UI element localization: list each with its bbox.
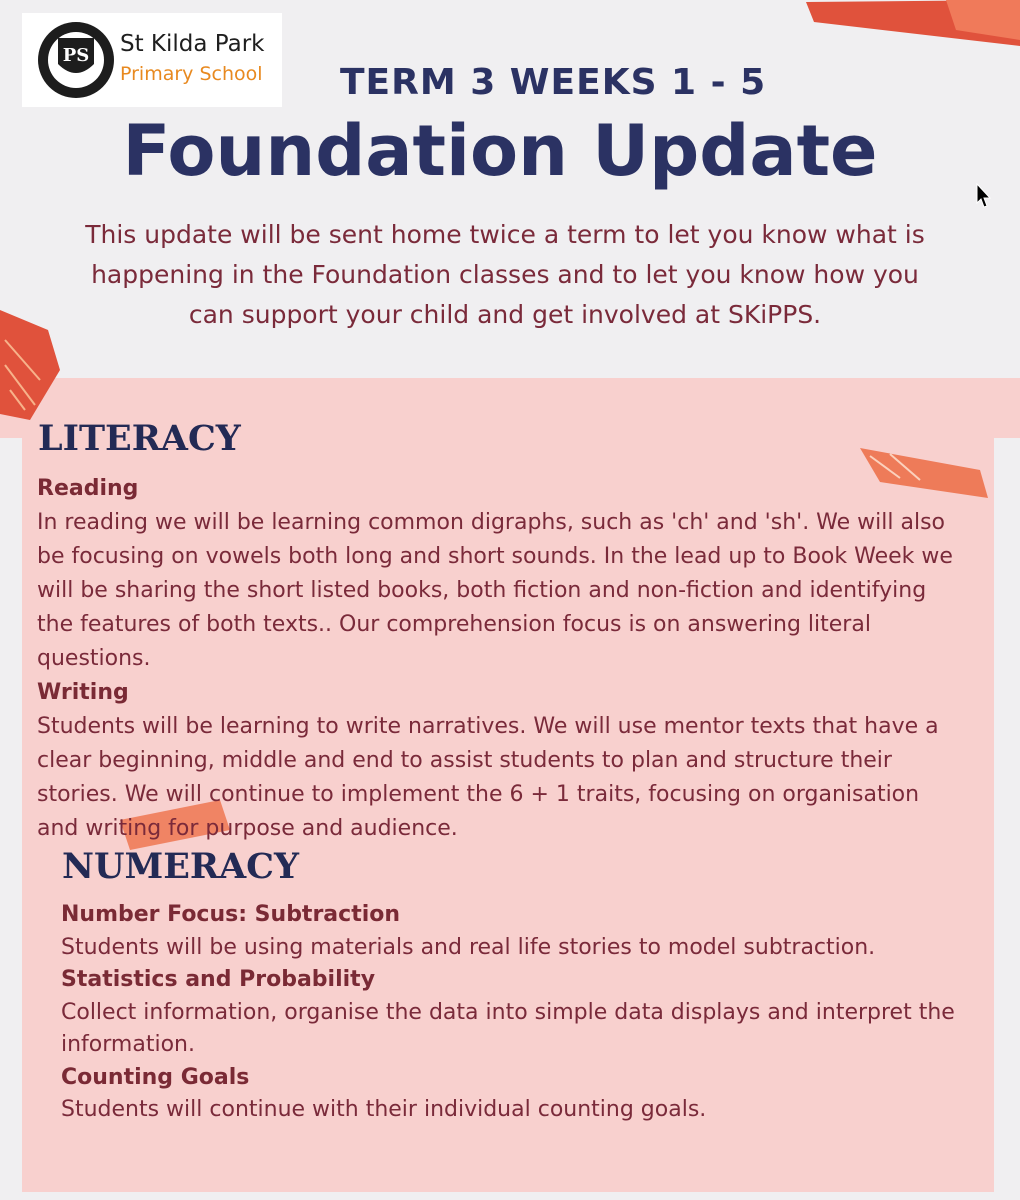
crest-monogram: PS [62,45,90,66]
term-label: TERM 3 WEEKS 1 - 5 [340,62,767,103]
number-focus-subheading: Number Focus: Subtraction [61,902,401,927]
statistics-subheading: Statistics and Probability [61,967,376,992]
counting-goals-subheading: Counting Goals [61,1064,250,1090]
school-name-line2: Primary School [120,63,263,85]
school-crest-icon [36,20,116,100]
statistics-text: Collect information, organise the data into simple data displays and interpret the information. [61,999,955,1057]
literacy-section [37,472,957,846]
reading-subheading: Reading [37,476,139,501]
writing-text: Students will be learning to write narratives. We will use mentor texts that have a clear beginning, middle and end to assist students to plan and structure their stories. We will continue to implement the 6 + 1 traits, focusing on organisation and writing for purpose and audience. [37,714,939,841]
brush-stroke-top-right [806,0,1020,48]
page-title: Foundation Update [122,110,878,192]
writing-subheading: Writing [37,680,129,705]
school-logo [22,13,282,107]
intro-paragraph: This update will be sent home twice a term to let you know what is happening in the Foundation classes and to let you know how you can support your child and get involved at SKiPPS. [85,220,925,329]
counting-goals-text: Students will continue with their individual counting goals. [61,1097,707,1122]
numeracy-heading: NUMERACY [62,846,300,887]
number-focus-text: Students will be using materials and real life stories to model subtraction. [61,934,876,960]
numeracy-section [61,899,981,1127]
literacy-heading: LITERACY [38,418,241,459]
brush-stroke-left [0,310,60,420]
school-name-line1: St Kilda Park [120,31,265,57]
mouse-cursor-icon [976,183,992,209]
reading-text: In reading we will be learning common digraphs, such as 'ch' and 'sh'. We will also be focusing on vowels both long and short sounds. In the lead up to Book Week we will be sharing the short listed books, both fiction and non-fiction and identifying the features of both texts.. Our comprehension focus is on answering literal questions. [37,510,953,671]
